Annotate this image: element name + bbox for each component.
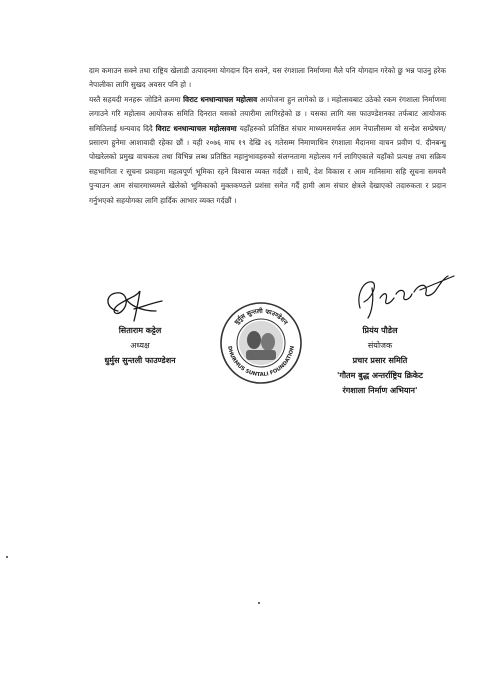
- signature-right: [350, 268, 460, 324]
- svg-text:धुर्मुस सुन्तली फाउण्डेशन: धुर्मुस सुन्तली फाउण्डेशन: [233, 307, 289, 327]
- signatory-left-title: अध्यक्ष: [130, 341, 150, 350]
- signatory-left-org: धुर्मुस सुन्तली फाउण्डेशन: [104, 356, 176, 365]
- signature-left: [96, 281, 176, 325]
- scan-speck: [258, 602, 260, 604]
- svg-text:DHURMUS SUNTALI FOUNDATION: DHURMUS SUNTALI FOUNDATION: [226, 345, 296, 379]
- signatory-right-name: प्रियंय पौडेल: [362, 326, 398, 335]
- paragraph-2-text: आयोजना हुन लागेको छ । महोत्सवबाट उठेको रकम रंगशाला निर्माणमा लगाउने गरि महोत्सव आयोजक समिति दिनरात यसको तयारीमा लागिरहेको छ । यसका लागि यस फाउण्डेशनका तर्फबाट आयोजक समितिलाई धन्यवाद दिदै: [89, 94, 446, 133]
- scan-speck: [6, 556, 8, 558]
- paragraph-1: दाम कमाउन सक्ने तथा राष्ट्रिय खेलाडी उत्पादनमा योगदान दिन सक्ने, यस रंगशाला निर्माणमा मैले पनि योगदान गरेको छु भन्न पाउनु हरेक नेपालीका लागि सुखद अवसर पनि हो ।: [89, 66, 446, 90]
- paragraph-2-text: यस्तै सहयदी मनहरू जोडिने क्रममा: [89, 94, 184, 104]
- signatory-left: [80, 323, 200, 368]
- festival-name: विराट धनधान्याचल महोत्सवमा: [155, 123, 237, 133]
- paragraph-2-text: यहाँहरुको प्रतिष्ठित संचार माध्यमसमर्फत आम नेपालीसम्म यो सन्देश सम्प्रेषण/प्रसारण हुनेमा आशावादी रहेका छौं । यही २०७६ माघ १९ देखि २६ गतेसम्म निमाणाधिन रंगशाला मैदानमा वाचन प्रवीण पं. दीनबन्धु पोखरेलको प्रमुख वाचकत्व तथा विभिन्न लब्ध प्रतिष्ठित महानुभावहरुको संलग्नतामा महोत्सव गर्न लागिएकाले यहाँको प्रत्यक्ष तथा सक्रिय सहभागिता र सूचना प्रवाहमा महत्वपूर्ण भूमिका रहने विश्वास व्यक्त गर्दछौं । साथै, देश विकास र आम मानिसमा सहि सूचना समयमै पुऱ्याउन आम संचारमाध्यमले खेलेको भूमिकाको मुक्तकण्ठले प्रशंसा समेत गर्दै हामी आम संचार क्षेत्रले देखाएको तदारुकता र प्रदान गर्नुभएको सहयोगका लागि हार्दिक आभार व्यक्त गर्दछौं ।: [89, 123, 446, 205]
- foundation-seal: [218, 300, 304, 386]
- paragraph-2: [89, 93, 446, 208]
- signatory-left-name: सिताराम कट्टेल: [118, 326, 162, 335]
- letter-body: [89, 64, 446, 208]
- signatory-right-title: संयोजक: [367, 341, 393, 350]
- signatory-right-committee: प्रचार प्रसार समिति: [352, 356, 408, 365]
- signatory-right: [305, 323, 455, 398]
- signatory-right-org-line-2: रंगशाला निर्माण अभियान': [342, 386, 418, 395]
- festival-name: विराट धनधान्याचल महोत्सव: [183, 94, 258, 104]
- signatory-right-org-line-1: 'गौतम बुद्ध अन्तर्राष्ट्रिय क्रिकेट: [337, 371, 423, 380]
